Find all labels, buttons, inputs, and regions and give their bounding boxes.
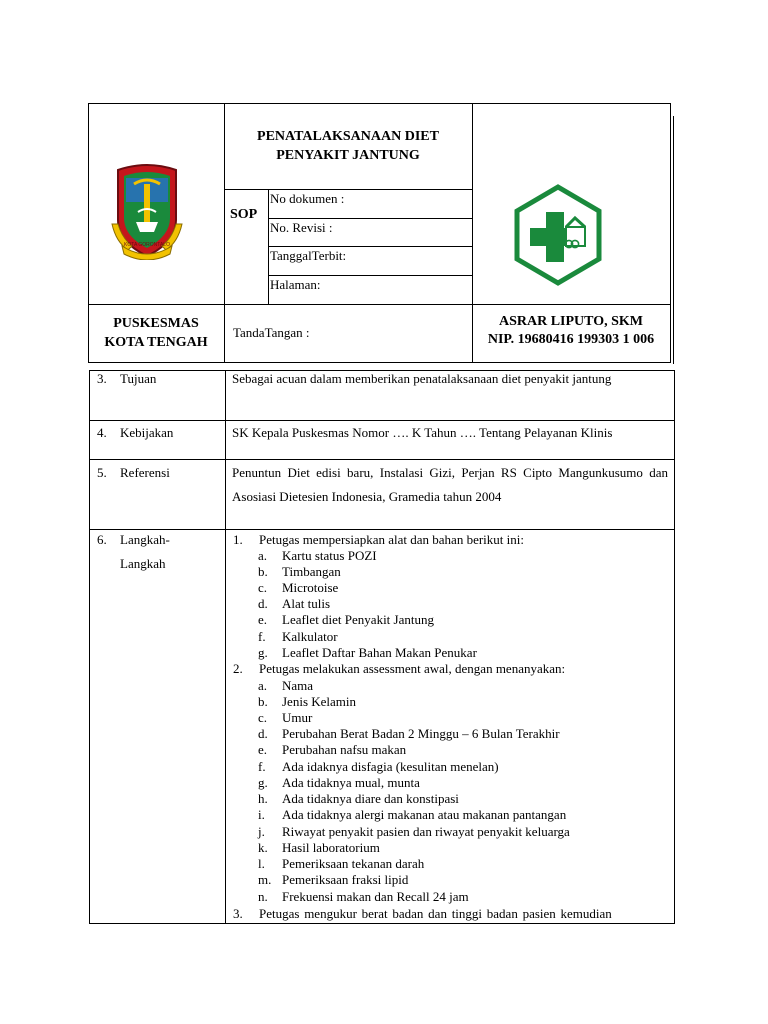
step-text: Petugas melakukan assessment awal, dengan menanyakan: [259,661,566,676]
list-item: l. Pemeriksaan tekanan darah [258,856,425,871]
row-num-langkah: 6. [97,532,107,547]
sop-label: SOP [230,207,258,222]
row-text-kebijakan: SK Kepala Puskesmas Nomor …. K Tahun …. Tentang Pelayanan Klinis [232,425,613,440]
body-left-border [89,370,90,924]
row-border-3 [89,529,675,530]
list-item: a. Kartu status POZI [258,548,377,563]
emblem-ribbon-text: KOTA GORONTALO [124,242,170,248]
step-number: 3. [233,906,243,921]
list-item: f. Ada idaknya disfagia (kesulitan menelan) [258,759,499,774]
org-line-1: PUSKESMAS [113,316,199,331]
meta-top-border [224,189,472,190]
meta-row-border-1 [268,218,472,219]
meta-row-border-3 [268,275,472,276]
langkah-label-line-1: Langkah- [120,532,170,547]
issue-date-field: TanggalTerbit: [270,248,347,263]
organization-name [88,314,224,352]
revision-field: No. Revisi : [270,220,333,235]
row-text-tujuan: Sebagai acuan dalam memberikan penatalaksanaan diet penyakit jantung [232,371,612,386]
document-title [224,127,472,165]
page-field: Halaman: [270,277,321,292]
step-number: 1. [233,532,243,547]
list-item: g. Ada tidaknya mual, munta [258,775,420,790]
step-1 [233,532,524,548]
list-item: c. Microtoise [258,580,339,595]
kota-gorontalo-emblem [110,162,184,260]
langkah-label-line-2: Langkah [120,556,166,571]
row-border-2 [89,459,675,460]
list-item: d. Alat tulis [258,596,331,611]
list-item: f. Kalkulator [258,629,338,644]
row-label-tujuan: Tujuan [120,371,157,386]
list-item: a. Nama [258,678,314,693]
row-label-kebijakan: Kebijakan [120,425,174,440]
list-item: b. Timbangan [258,564,341,579]
row-label-langkah [120,528,170,576]
header-top-border [88,103,671,104]
org-line-2: KOTA TENGAH [104,335,208,350]
list-item: e. Leaflet diet Penyakit Jantung [258,612,434,627]
head-of-puskesmas [472,313,670,349]
list-item: e. Perubahan nafsu makan [258,742,407,757]
row-label-referensi: Referensi [120,465,170,480]
list-item: b. Jenis Kelamin [258,694,357,709]
header-bottom-border [88,362,671,363]
step-3 [233,906,669,922]
header-right-border [670,103,671,363]
puskesmas-logo [513,184,603,286]
list-item: h. Ada tidaknya diare dan konstipasi [258,791,459,806]
doc-number-field: No dokumen : [270,191,345,206]
list-item: g. Leaflet Daftar Bahan Makan Penukar [258,645,477,660]
signature-label: TandaTangan : [233,325,310,340]
header-mid-border [88,304,671,305]
head-name: ASRAR LIPUTO, SKM [498,314,644,329]
list-item: n. Frekuensi makan dan Recall 24 jam [258,889,469,904]
step-number: 2. [233,661,243,676]
list-item: i. Ada tidaknya alergi makanan atau makanan pantangan [258,807,567,822]
row-num-kebijakan: 4. [97,425,107,440]
row-text-referensi: Penuntun Diet edisi baru, Instalasi Gizi, Perjan RS Cipto Mangunkusumo dan Asosiasi Dietesien Indonesia, Gramedia tahun 2004 [232,465,668,504]
title-line-2: PENYAKIT JANTUNG [276,148,420,163]
list-item: j. Riwayat penyakit pasien dan riwayat penyakit keluarga [258,824,570,839]
step-2 [233,661,565,677]
step-text: Petugas mempersiapkan alat dan bahan berikut ini: [259,532,524,547]
row-num-tujuan: 3. [97,371,107,386]
row-num-referensi: 5. [97,465,107,480]
step-text: Petugas mengukur berat badan dan tinggi badan pasien kemudian [259,906,612,921]
body-column-divider [225,370,226,924]
list-item: c. Umur [258,710,313,725]
meta-inner-divider [268,189,269,304]
list-item: k. Hasil laboratorium [258,840,380,855]
meta-row-border-2 [268,246,472,247]
title-line-1: PENATALAKSANAAN DIET [257,129,439,144]
body-right-border [674,370,675,924]
list-item: d. Perubahan Berat Badan 2 Minggu – 6 Bulan Terakhir [258,726,560,741]
body-bottom-border [89,923,675,924]
header-right-shadow [673,116,674,364]
list-item: m. Pemeriksaan fraksi lipid [258,872,409,887]
head-nip: NIP. 19680416 199303 1 006 [487,332,655,347]
